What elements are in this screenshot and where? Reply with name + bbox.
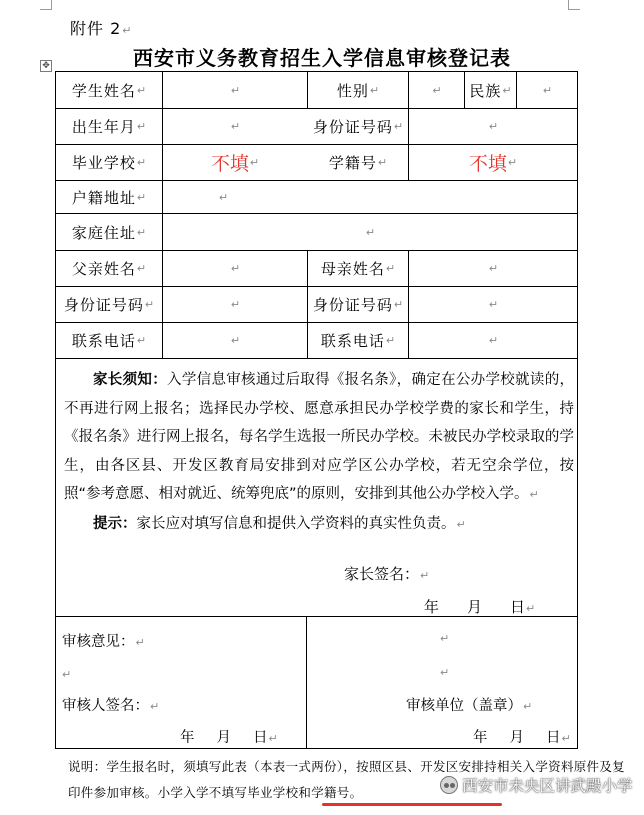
watermark — [440, 772, 633, 798]
birth-date-label: 出生年月 ↵ — [71, 118, 147, 136]
parent-signature-label: 家长签名：↵ — [344, 565, 430, 583]
table-move-handle-icon[interactable]: ✥ — [40, 60, 52, 72]
tip-paragraph: 提示：家长应对填写信息和提供入学资料的真实性负责。↵ — [93, 515, 466, 532]
review-unit-label: 审核单位（盖章）↵ — [406, 698, 533, 714]
birth-date-field[interactable]: ↵ — [230, 120, 241, 133]
review-unit-date: 年 月 日↵ — [473, 730, 571, 746]
student-id-label: 身份证号码 ↵ — [312, 118, 404, 136]
watermark-text: 西安市未央区讲武殿小学 — [462, 777, 633, 795]
father-id-label: 身份证号码 ↵ — [63, 296, 155, 314]
mother-name-label: 母亲姓名 ↵ — [320, 260, 396, 278]
wechat-icon — [440, 776, 458, 794]
mother-id-label: 身份证号码 ↵ — [312, 296, 404, 314]
gender-field[interactable]: ↵ — [432, 83, 442, 97]
father-id-field[interactable]: ↵ — [230, 298, 241, 311]
home-address-field[interactable]: ↵ — [365, 225, 376, 239]
father-name-field[interactable]: ↵ — [230, 262, 241, 275]
household-address-label: 户籍地址 ↵ — [71, 188, 147, 207]
home-address-label: 家庭住址 ↵ — [71, 223, 147, 242]
parent-signature-date: 年 月 日↵ — [424, 598, 536, 616]
highlight-underline — [322, 803, 502, 806]
review-opinion-label: 审核意见：↵ — [62, 634, 145, 650]
registration-form-table: 学生姓名 ↵ ↵ 性别 ↵ ↵ 民族 ↵ ↵ 出生年月 ↵ ↵ 身份证号码 ↵ ↵ 毕业学校 ↵ 不填 ↵ 学籍号 ↵ 不填 ↵ 户籍地址 ↵ ↵ 家庭住址 ↵ ↵ 父亲姓名 ↵ ↵ 母亲姓名 ↵ ↵ 身份证号码 ↵ ↵ 身份证号码 ↵ ↵ 联系电话 ↵ ↵ 联系电话 ↵ ↵ 家长须知：入学信息审核通过后取得《报名条》，确定在公办学校就读的，不再进行网上报名；选择民办学校、愿意承担民办学校学费的家长和学生，持《报名条》进行网上报名，每名学生选报一所民办学校。未被民办学校录取的学生，由各区县、开发区教育局安排到对应学区公办学校，若无空余学位，按照“参考意愿、相对就近、统筹兜底”的原则，安排到其他公办学校入学。↵ 提示：家长应对填写信息和提供入学资料的真实性负责。↵ 家长签名：↵ 年 月 日↵ 审核意见：↵ ↵ 审核人签名：↵ 年 月 日↵ ↵ ↵ 审核单位（盖章）↵ 年 月 日↵ — [55, 71, 578, 749]
notice-paragraph: 家长须知：入学信息审核通过后取得《报名条》，确定在公办学校就读的，不再进行网上报名；选择民办学校、愿意承担民办学校学费的家长和学生，持《报名条》进行网上报名，每名学生选报一所民办学校。未被民办学校录取的学生，由各区县、开发区教育局安排到对应学区公办学校，若无空余学位，按照“参考意愿、相对就近、统筹兜底”的原则，安排到其他公办学校入学。↵ — [64, 372, 575, 503]
graduated-school-label: 毕业学校 ↵ — [71, 154, 147, 172]
student-name-label: 学生姓名 ↵ — [71, 81, 147, 100]
parent-notice — [64, 366, 574, 540]
page-title: 西安市义务教育招生入学信息审核登记表 — [133, 46, 511, 70]
father-phone-field[interactable]: ↵ — [230, 334, 241, 347]
student-name-field[interactable]: ↵ — [230, 83, 241, 97]
ethnicity-field[interactable]: ↵ — [542, 83, 553, 97]
student-id-field[interactable]: ↵ — [488, 120, 499, 133]
father-phone-label: 联系电话 ↵ — [71, 332, 147, 350]
attachment-label: 附件 2↵ — [70, 19, 133, 38]
page-corner-mark-right — [568, 0, 580, 10]
father-name-label: 父亲姓名 ↵ — [71, 260, 147, 278]
mother-id-field[interactable]: ↵ — [488, 298, 499, 311]
reviewer-signature-label: 审核人签名：↵ — [62, 698, 160, 714]
reviewer-date: 年 月 日↵ — [180, 730, 278, 746]
page-corner-mark-left — [40, 0, 52, 10]
student-number-label: 学籍号 ↵ — [328, 154, 388, 172]
mother-phone-field[interactable]: ↵ — [488, 334, 499, 347]
student-number-field[interactable]: 不填 ↵ — [468, 153, 518, 175]
household-address-field[interactable]: ↵ — [218, 190, 229, 204]
gender-label: 性别 ↵ — [336, 81, 380, 100]
mother-phone-label: 联系电话 ↵ — [320, 332, 396, 350]
ethnicity-label: 民族 ↵ — [469, 81, 512, 100]
mother-name-field[interactable]: ↵ — [488, 262, 499, 275]
footer-note: 说明：学生报名时，须填写此表（本表一式两份），按照区县、开发区安排持相关入学资料原件及复印件参加审核。小学入学不填写毕业学校和学籍号。 — [68, 759, 625, 800]
graduated-school-field[interactable]: 不填 ↵ — [210, 153, 260, 175]
